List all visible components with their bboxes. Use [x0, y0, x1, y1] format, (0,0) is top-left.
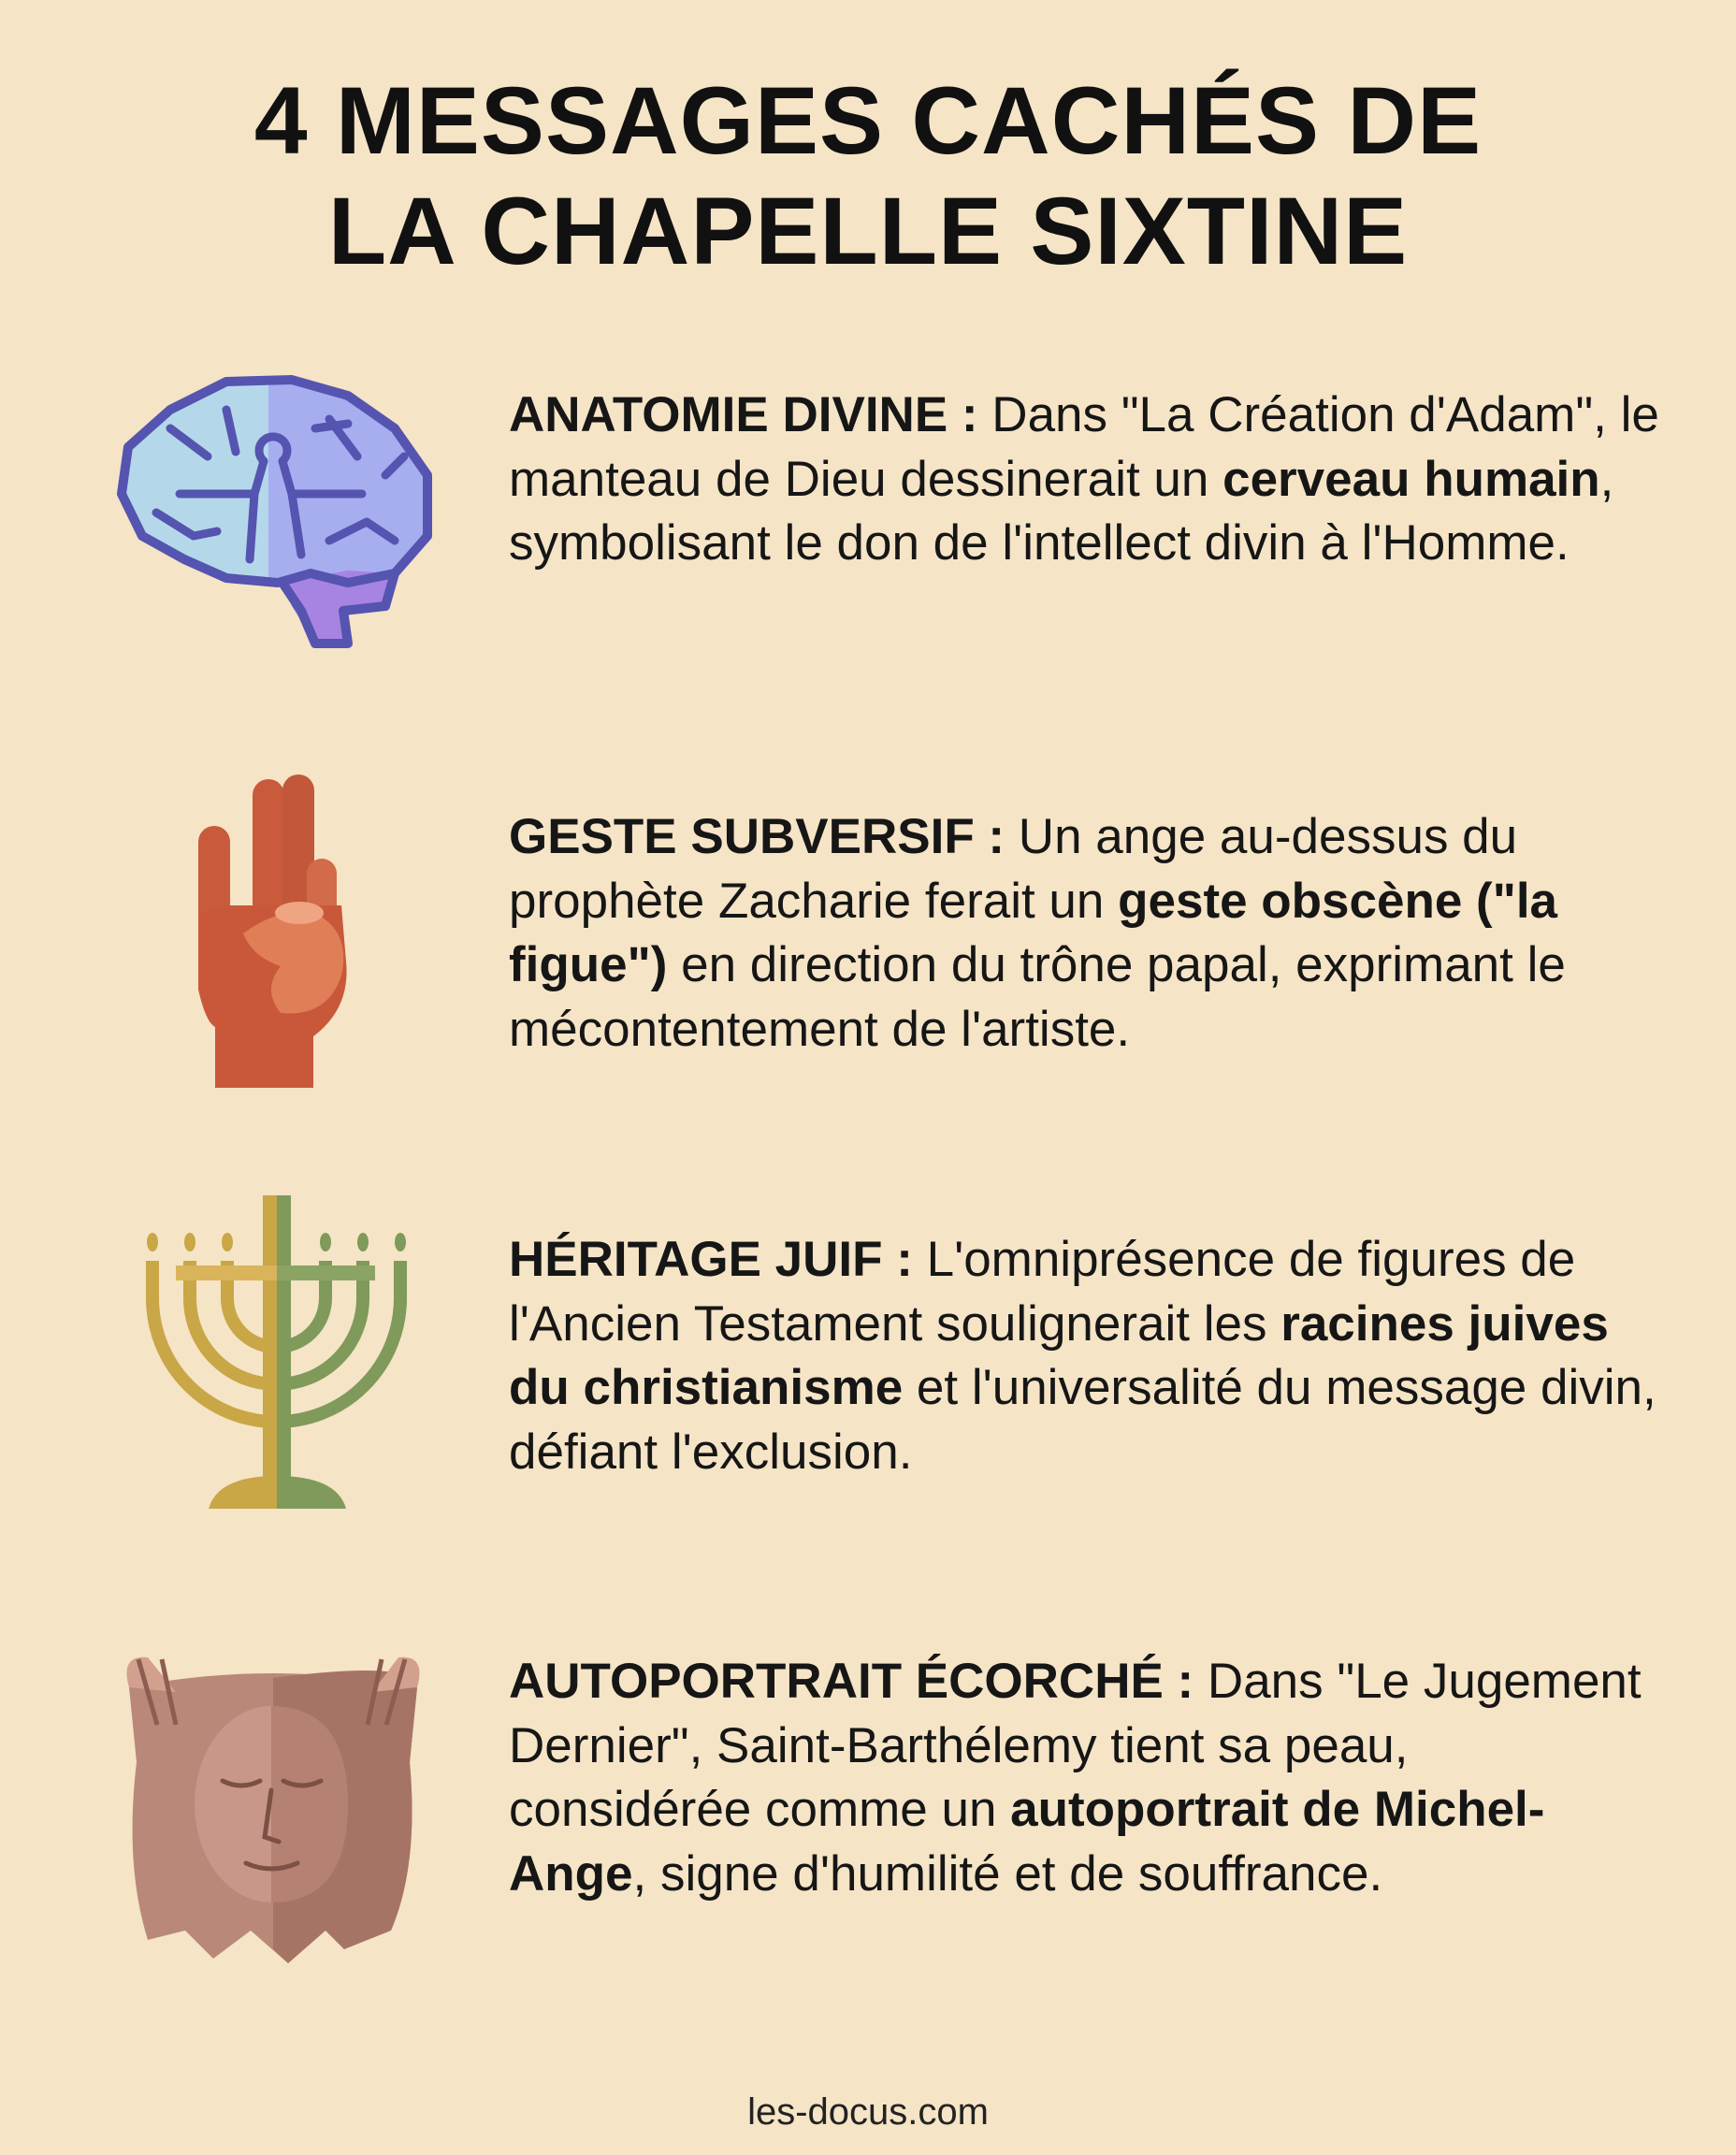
message-heritage-juif	[509, 1228, 1659, 1484]
item-emphasis: geste obscène ("la figue")	[509, 873, 1558, 992]
title-line-2: LA CHAPELLE SIXTINE	[327, 178, 1409, 284]
item-text: Dans "La Création d'Adam", le manteau de Dieu dessinerait un	[509, 387, 1659, 507]
item-text: Dans "Le Jugement Dernier", Saint-Barthélemy tient sa peau, considérée comme un	[509, 1654, 1642, 1837]
item-heading: GESTE SUBVERSIF :	[509, 809, 1005, 864]
item-emphasis: racines juives du christianisme	[509, 1295, 1609, 1415]
item-emphasis: cerveau humain	[1222, 451, 1600, 507]
item-heading: HÉRITAGE JUIF :	[509, 1232, 913, 1287]
hand-gesture-icon	[178, 774, 360, 1088]
item-text: en direction du trône papal, exprimant le mécontentement de l'artiste.	[509, 937, 1566, 1057]
item-emphasis: autoportrait de Michel-Ange	[509, 1782, 1545, 1902]
item-text: L'omniprésence de figures de l'Ancien Testament soulignerait les	[509, 1232, 1576, 1352]
message-anatomie-divine	[509, 383, 1659, 576]
message-autoportrait-ecorche	[509, 1650, 1659, 1906]
item-text: , signe d'humilité et de souffrance.	[632, 1845, 1383, 1902]
footer-source: les-docus.com	[747, 2091, 989, 2133]
message-geste-subversif	[509, 805, 1659, 1062]
item-heading: ANATOMIE DIVINE :	[509, 387, 978, 442]
title-line-1: 4 MESSAGES CACHÉS DE	[253, 67, 1483, 174]
brain-icon	[114, 372, 437, 648]
item-heading: AUTOPORTRAIT ÉCORCHÉ :	[509, 1654, 1194, 1709]
item-text: , symbolisant le don de l'intellect divin à l'Homme.	[509, 451, 1614, 571]
page-title	[0, 65, 1736, 286]
menorah-cross-icon	[138, 1195, 414, 1513]
item-text: Un ange au-dessus du prophète Zacharie ferait un	[509, 809, 1518, 929]
item-text: et l'universalité du message divin, défiant l'exclusion.	[509, 1360, 1656, 1480]
flayed-skin-face-icon	[110, 1650, 436, 1968]
